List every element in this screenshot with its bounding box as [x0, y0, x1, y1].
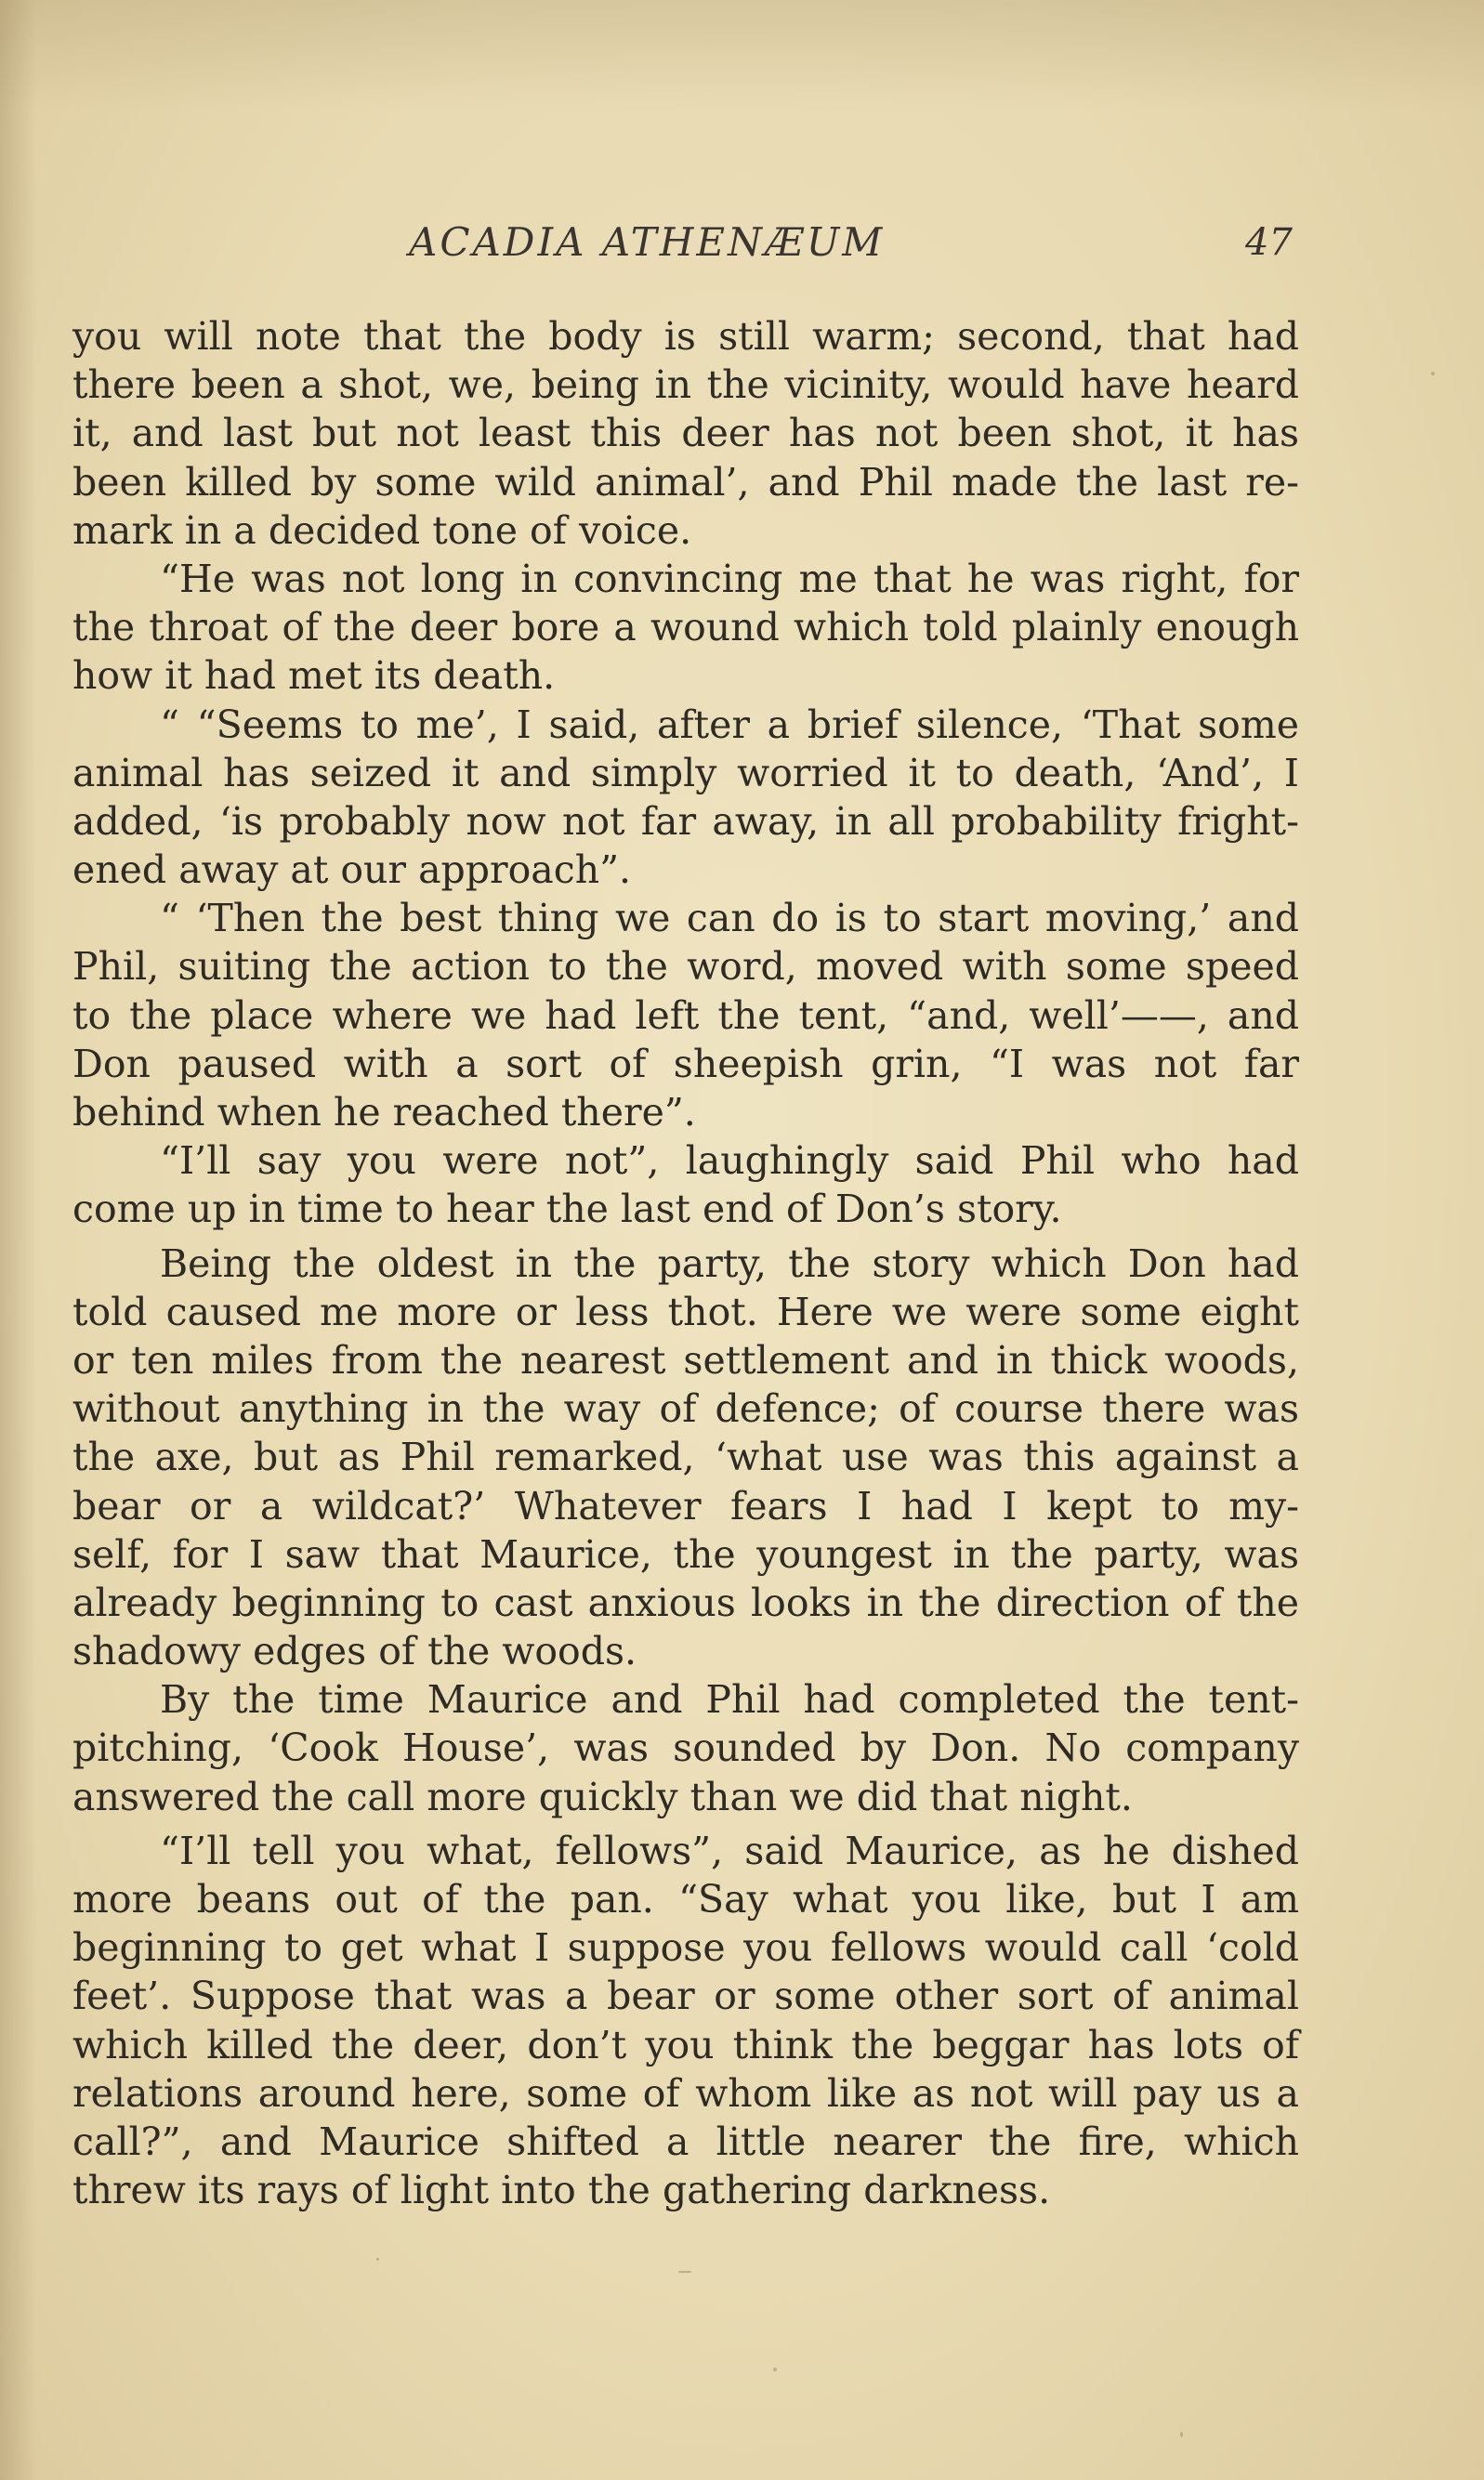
text-line: bear or a wildcat?’ Whatever fears I had I kept to my- — [72, 1483, 1299, 1529]
page-top-shadow — [0, 0, 1484, 112]
text-line: answered the call more quickly than we did that night. — [72, 1774, 1133, 1819]
text-line: told caused me more or less thot. Here we were some eight — [72, 1289, 1299, 1334]
paper-speck — [773, 2368, 777, 2371]
text-line: been killed by some wild animal’, and Phil made the last re- — [72, 459, 1299, 505]
text-line: how it had met its death. — [72, 653, 556, 699]
text-line: “He was not long in convincing me that he was right, for — [160, 556, 1299, 601]
text-line: “ ‘Then the best thing we can do is to start moving,’ and — [160, 896, 1299, 941]
text-line: ened away at our approach”. — [72, 847, 632, 893]
text-line: “ “Seems to me’, I said, after a brief silence, ‘That some — [160, 702, 1299, 747]
text-line: shadowy edges of the woods. — [72, 1629, 637, 1674]
text-line: beginning to get what I suppose you fellows would call ‘cold — [72, 1925, 1299, 1971]
text-line: self, for I saw that Maurice, the youngest in the party, was — [72, 1531, 1299, 1577]
text-line: call?”, and Maurice shifted a little nearer the fire, which — [72, 2119, 1299, 2164]
text-line: “I’ll say you were not”, laughingly said Phil who had — [160, 1138, 1299, 1184]
body-text — [72, 312, 1299, 2214]
text-line: Phil, suiting the action to the word, moved with some speed — [72, 944, 1299, 990]
text-line: threw its rays of light into the gathering darkness. — [72, 2168, 1051, 2213]
text-line: to the place where we had left the tent, “and, well’——, and — [72, 992, 1299, 1038]
text-line: come up in time to hear the last end of Don’s story. — [72, 1187, 1062, 1232]
text-line: without anything in the way of defence; of course there was — [72, 1386, 1299, 1432]
paper-speck — [1180, 2432, 1183, 2437]
paper-speck — [1431, 372, 1435, 375]
page-header — [0, 219, 1484, 275]
page-number: 47 — [1245, 221, 1293, 264]
text-line: animal has seized it and simply worried it to death, ‘And’, I — [72, 750, 1299, 795]
text-line: it, and last but not least this deer has not been shot, it has — [72, 411, 1299, 456]
text-line: already beginning to cast anxious looks in the direction of the — [72, 1580, 1299, 1625]
text-line: added, ‘is probably now not far away, in all probability fright- — [72, 798, 1299, 844]
text-line: Don paused with a sort of sheepish grin, “I was not far — [72, 1041, 1299, 1086]
page-edge-shadow — [0, 0, 37, 2480]
text-line: relations around here, some of whom like as not will pay us a — [72, 2070, 1299, 2116]
text-line: the throat of the deer bore a wound which told plainly enough — [72, 605, 1299, 650]
text-line: feet’. Suppose that was a bear or some other sort of animal — [72, 1974, 1299, 2019]
text-line: Being the oldest in the party, the story which Don had — [160, 1240, 1299, 1286]
text-line: By the time Maurice and Phil had completed the tent- — [160, 1677, 1299, 1723]
running-head: ACADIA ATHENÆUM — [409, 219, 886, 265]
text-line: more beans out of the pan. “Say what you like, but I am — [72, 1877, 1299, 1922]
paper-speck — [678, 2271, 691, 2273]
text-line: or ten miles from the nearest settlement and in thick woods, — [72, 1337, 1299, 1383]
text-line: mark in a decided tone of voice. — [72, 507, 692, 553]
text-line: the axe, but as Phil remarked, ‘what use was this against a — [72, 1435, 1299, 1480]
text-line: “I’ll tell you what, fellows”, said Maurice, as he dished — [160, 1828, 1299, 1873]
text-line: behind when he reached there”. — [72, 1090, 696, 1135]
text-line: pitching, ‘Cook House’, was sounded by Don. No company — [72, 1726, 1299, 1771]
text-line: there been a shot, we, being in the vicinity, would have heard — [72, 362, 1299, 408]
text-line: which killed the deer, don’t you think the beggar has lots of — [72, 2022, 1299, 2067]
text-line: you will note that the body is still warm; second, that had — [72, 314, 1299, 359]
paper-speck — [376, 2258, 379, 2261]
